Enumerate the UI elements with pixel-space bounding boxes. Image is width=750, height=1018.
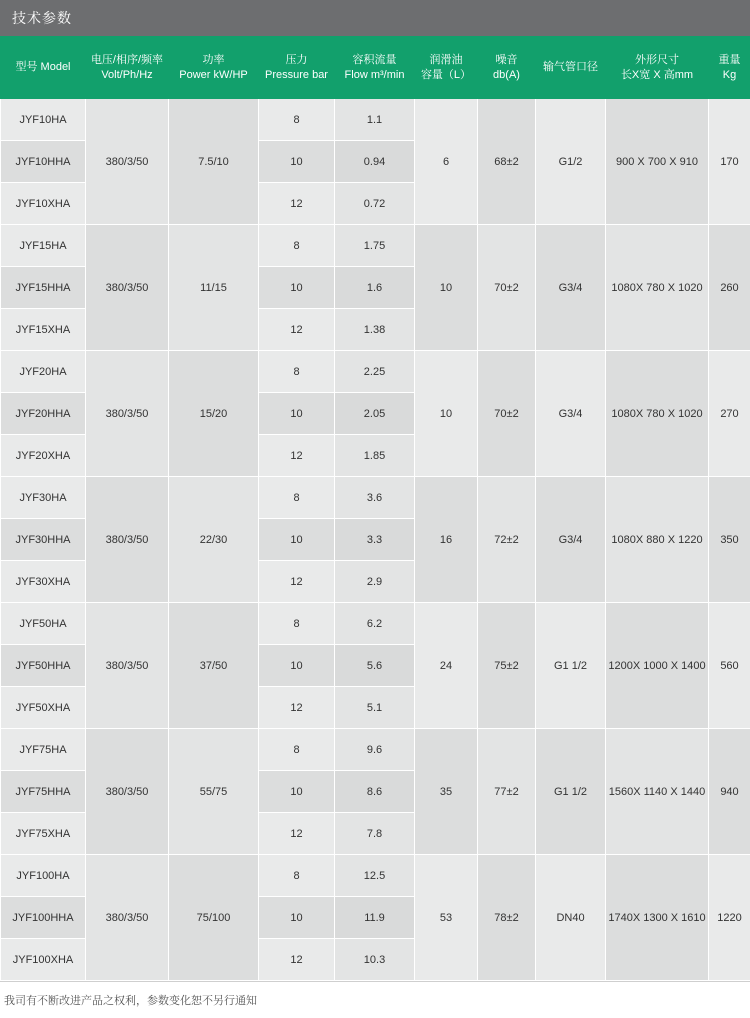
cell-flow: 0.72 (335, 183, 415, 225)
spec-table (0, 36, 750, 981)
column-header-model (1, 37, 86, 99)
cell-oil-capacity: 16 (415, 477, 478, 603)
column-header-line: 长X宽 X 高mm (608, 68, 706, 83)
table-row (1, 729, 750, 771)
cell-flow: 2.9 (335, 561, 415, 603)
column-header-line: 型号 Model (3, 60, 83, 75)
cell-oil-capacity: 35 (415, 729, 478, 855)
column-header-line: 润滑油 (417, 53, 475, 68)
cell-model: JYF75XHA (1, 813, 86, 855)
cell-dimensions: 1080X 880 X 1220 (606, 477, 709, 603)
cell-model: JYF10HA (1, 99, 86, 141)
cell-voltage: 380/3/50 (86, 603, 169, 729)
cell-flow: 1.6 (335, 267, 415, 309)
table-header-row (1, 37, 750, 99)
cell-flow: 1.38 (335, 309, 415, 351)
cell-model: JYF30HA (1, 477, 86, 519)
cell-weight: 260 (709, 225, 750, 351)
cell-model: JYF50HA (1, 603, 86, 645)
cell-model: JYF50HHA (1, 645, 86, 687)
cell-pressure: 12 (259, 687, 335, 729)
cell-noise: 78±2 (478, 855, 536, 981)
column-header-line: 输气管口径 (538, 60, 603, 75)
cell-model: JYF100HA (1, 855, 86, 897)
column-header-line: 噪音 (480, 53, 533, 68)
cell-pressure: 8 (259, 225, 335, 267)
table-row (1, 351, 750, 393)
cell-power: 22/30 (169, 477, 259, 603)
cell-dimensions: 1200X 1000 X 1400 (606, 603, 709, 729)
cell-voltage: 380/3/50 (86, 855, 169, 981)
cell-power: 15/20 (169, 351, 259, 477)
footnote: 我司有不断改进产品之权利，参数变化恕不另行通知 (0, 981, 750, 1018)
table-row (1, 477, 750, 519)
cell-weight: 270 (709, 351, 750, 477)
column-header-line: Pressure bar (261, 68, 332, 83)
cell-noise: 68±2 (478, 99, 536, 225)
cell-pressure: 10 (259, 519, 335, 561)
cell-model: JYF100HHA (1, 897, 86, 939)
cell-flow: 11.9 (335, 897, 415, 939)
cell-noise: 70±2 (478, 351, 536, 477)
table-row (1, 603, 750, 645)
cell-weight: 170 (709, 99, 750, 225)
cell-flow: 3.6 (335, 477, 415, 519)
column-header-dim (606, 37, 709, 99)
cell-model: JYF30HHA (1, 519, 86, 561)
cell-pressure: 8 (259, 603, 335, 645)
cell-flow: 10.3 (335, 939, 415, 981)
cell-pipe-diameter: G1 1/2 (536, 603, 606, 729)
column-header-noise (478, 37, 536, 99)
cell-model: JYF50XHA (1, 687, 86, 729)
cell-dimensions: 1740X 1300 X 1610 (606, 855, 709, 981)
cell-pressure: 12 (259, 183, 335, 225)
cell-model: JYF15XHA (1, 309, 86, 351)
cell-power: 75/100 (169, 855, 259, 981)
cell-flow: 9.6 (335, 729, 415, 771)
cell-oil-capacity: 10 (415, 351, 478, 477)
cell-pressure: 8 (259, 99, 335, 141)
cell-voltage: 380/3/50 (86, 99, 169, 225)
column-header-pipe (536, 37, 606, 99)
cell-pipe-diameter: G3/4 (536, 351, 606, 477)
cell-pipe-diameter: DN40 (536, 855, 606, 981)
cell-oil-capacity: 6 (415, 99, 478, 225)
cell-pressure: 10 (259, 141, 335, 183)
cell-flow: 1.75 (335, 225, 415, 267)
table-row (1, 225, 750, 267)
cell-pressure: 8 (259, 477, 335, 519)
column-header-line: 压力 (261, 53, 332, 68)
cell-model: JYF20HA (1, 351, 86, 393)
cell-oil-capacity: 10 (415, 225, 478, 351)
cell-model: JYF100XHA (1, 939, 86, 981)
cell-noise: 70±2 (478, 225, 536, 351)
cell-model: JYF10XHA (1, 183, 86, 225)
column-header-line: 电压/相序/频率 (88, 53, 166, 68)
cell-pressure: 8 (259, 855, 335, 897)
page-title-bar (0, 0, 750, 36)
cell-voltage: 380/3/50 (86, 225, 169, 351)
column-header-power (169, 37, 259, 99)
cell-pressure: 10 (259, 771, 335, 813)
column-header-line: Kg (711, 68, 748, 83)
cell-noise: 72±2 (478, 477, 536, 603)
column-header-line: 功率 (171, 53, 256, 68)
cell-flow: 5.6 (335, 645, 415, 687)
cell-noise: 75±2 (478, 603, 536, 729)
cell-pressure: 12 (259, 435, 335, 477)
cell-pipe-diameter: G1 1/2 (536, 729, 606, 855)
cell-flow: 3.3 (335, 519, 415, 561)
cell-weight: 940 (709, 729, 750, 855)
table-row (1, 855, 750, 897)
table-row (1, 99, 750, 141)
column-header-volt (86, 37, 169, 99)
page-title: 技术参数 (12, 8, 72, 28)
cell-flow: 8.6 (335, 771, 415, 813)
cell-flow: 0.94 (335, 141, 415, 183)
cell-flow: 6.2 (335, 603, 415, 645)
cell-power: 55/75 (169, 729, 259, 855)
cell-pipe-diameter: G3/4 (536, 225, 606, 351)
cell-model: JYF75HHA (1, 771, 86, 813)
cell-voltage: 380/3/50 (86, 477, 169, 603)
cell-flow: 7.8 (335, 813, 415, 855)
cell-pressure: 12 (259, 309, 335, 351)
cell-oil-capacity: 53 (415, 855, 478, 981)
cell-pressure: 10 (259, 267, 335, 309)
cell-pressure: 8 (259, 729, 335, 771)
column-header-line: Volt/Ph/Hz (88, 68, 166, 83)
cell-model: JYF75HA (1, 729, 86, 771)
cell-model: JYF20HHA (1, 393, 86, 435)
cell-power: 7.5/10 (169, 99, 259, 225)
cell-flow: 1.1 (335, 99, 415, 141)
cell-dimensions: 1080X 780 X 1020 (606, 225, 709, 351)
cell-model: JYF20XHA (1, 435, 86, 477)
column-header-line: Power kW/HP (171, 68, 256, 83)
cell-weight: 1220 (709, 855, 750, 981)
cell-dimensions: 1080X 780 X 1020 (606, 351, 709, 477)
cell-weight: 350 (709, 477, 750, 603)
column-header-line: db(A) (480, 68, 533, 83)
cell-dimensions: 900 X 700 X 910 (606, 99, 709, 225)
cell-model: JYF15HA (1, 225, 86, 267)
column-header-weight (709, 37, 750, 99)
column-header-oil (415, 37, 478, 99)
cell-model: JYF15HHA (1, 267, 86, 309)
cell-pressure: 10 (259, 897, 335, 939)
column-header-line: 重量 (711, 53, 748, 68)
column-header-line: Flow m³/min (337, 68, 412, 83)
cell-pressure: 12 (259, 813, 335, 855)
cell-oil-capacity: 24 (415, 603, 478, 729)
cell-model: JYF30XHA (1, 561, 86, 603)
cell-power: 11/15 (169, 225, 259, 351)
column-header-press (259, 37, 335, 99)
cell-flow: 2.25 (335, 351, 415, 393)
column-header-line: 容量（L） (417, 68, 475, 83)
cell-flow: 2.05 (335, 393, 415, 435)
cell-model: JYF10HHA (1, 141, 86, 183)
cell-dimensions: 1560X 1140 X 1440 (606, 729, 709, 855)
column-header-flow (335, 37, 415, 99)
cell-pressure: 8 (259, 351, 335, 393)
cell-power: 37/50 (169, 603, 259, 729)
cell-pressure: 10 (259, 393, 335, 435)
table-header (1, 37, 750, 99)
cell-weight: 560 (709, 603, 750, 729)
cell-flow: 5.1 (335, 687, 415, 729)
cell-pressure: 10 (259, 645, 335, 687)
table-body (1, 99, 750, 981)
cell-pipe-diameter: G1/2 (536, 99, 606, 225)
column-header-line: 容积流量 (337, 53, 412, 68)
column-header-line: 外形尺寸 (608, 53, 706, 68)
cell-flow: 1.85 (335, 435, 415, 477)
cell-flow: 12.5 (335, 855, 415, 897)
cell-pipe-diameter: G3/4 (536, 477, 606, 603)
cell-voltage: 380/3/50 (86, 729, 169, 855)
cell-noise: 77±2 (478, 729, 536, 855)
cell-pressure: 12 (259, 561, 335, 603)
cell-pressure: 12 (259, 939, 335, 981)
cell-voltage: 380/3/50 (86, 351, 169, 477)
